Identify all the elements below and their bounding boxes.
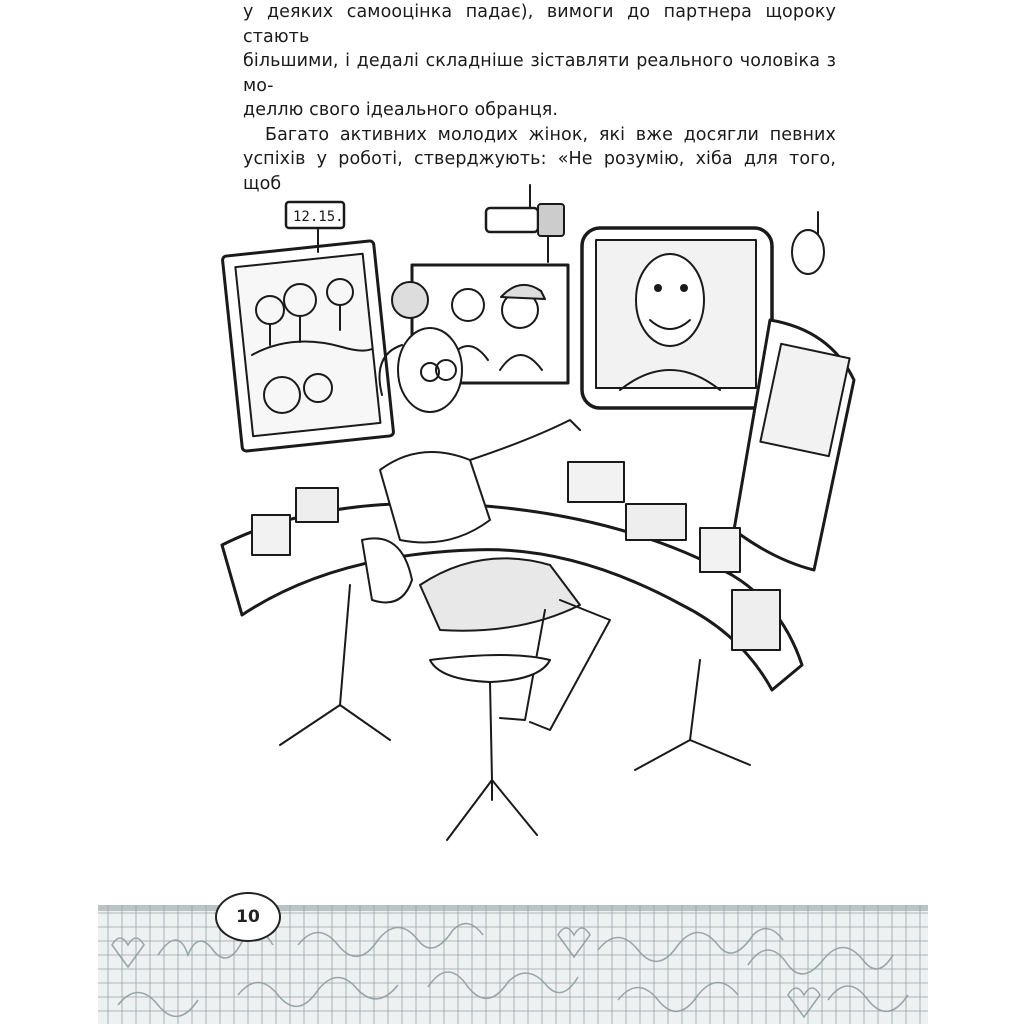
clock-time: 12.15. (293, 209, 344, 225)
body-text (243, 0, 836, 196)
text-line: деллю свого ідеального обранця. (243, 100, 559, 120)
left-monitor (222, 241, 394, 452)
video-call-monitor (582, 228, 772, 408)
page-number: 10 (215, 892, 281, 942)
text-line: у деяких самооцінка падає), вимоги до партнера щороку стають (243, 2, 836, 47)
camera (486, 185, 564, 262)
text-line: Багато активних молодих жінок, які вже досягли певних (265, 124, 836, 145)
text-line: більшими, і дедалі складніше зіставляти реального чоловіка з мо- (243, 51, 836, 96)
illustration-control-desk (205, 175, 865, 855)
text-line: успіхів у роботі, стверджують: «Не розумію, хіба для того, щоб (243, 149, 836, 194)
